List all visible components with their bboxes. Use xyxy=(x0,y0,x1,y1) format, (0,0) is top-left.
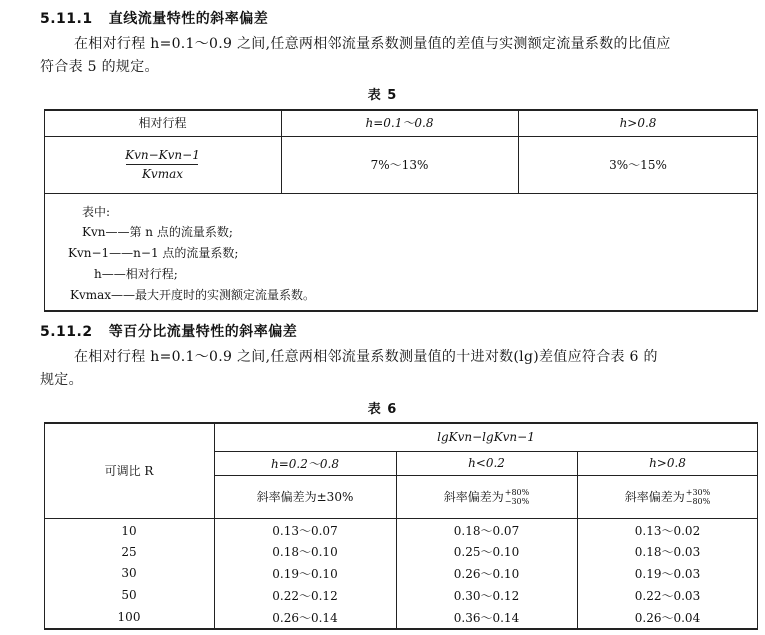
slope-tolerance-cell: 斜率偏差为±30% xyxy=(256,490,354,504)
table-row-cell: 0.22～0.03 xyxy=(634,588,701,603)
table-5-header-cell: 相对行程 xyxy=(138,116,187,130)
table-row-cell: 0.25～0.10 xyxy=(453,545,520,559)
table-row-r: 10 xyxy=(121,523,137,538)
table-5-note: h——相对行程; xyxy=(94,267,178,281)
table-row-cell: 0.36～0.14 xyxy=(453,610,520,625)
section-number: 5.11.1 xyxy=(40,11,93,27)
slope-label: 斜率偏差为 xyxy=(443,490,504,504)
table-6 xyxy=(44,422,758,630)
section-heading-5-11-2 xyxy=(40,321,297,341)
table-5-note: Kvn−1——n−1 点的流量系数; xyxy=(68,246,239,260)
table-5-header-cell: h=0.1～0.8 xyxy=(365,116,434,130)
table-row-cell: 0.30～0.12 xyxy=(453,588,520,603)
slope-tolerance-cell xyxy=(577,475,758,518)
table-row-r: 50 xyxy=(121,588,137,602)
table-6-col-header: h<0.2 xyxy=(468,456,505,470)
table-5-header-cell: h>0.8 xyxy=(619,115,657,130)
formula-denominator: Kvmax xyxy=(141,167,184,181)
table-row-cell: 0.18～0.03 xyxy=(634,545,701,559)
table-5 xyxy=(44,109,758,312)
table-5-value-cell: 7%～13% xyxy=(370,158,429,172)
section-title: 直线流量特性的斜率偏差 xyxy=(108,11,269,27)
table-row-cell: 0.13～0.07 xyxy=(272,524,338,538)
table-6-row-header: 可调比 R xyxy=(104,463,154,478)
table-6-caption: 表 6 xyxy=(367,402,398,417)
table-row-r: 25 xyxy=(121,544,137,559)
paragraph-line: 符合表 5 的规定。 xyxy=(40,59,159,75)
slope-formula xyxy=(44,136,281,193)
formula-numerator: Kvn−Kvn−1 xyxy=(125,148,200,162)
table-row-r: 100 xyxy=(117,610,141,624)
table-6-col-header: h>0.8 xyxy=(649,456,686,470)
tolerance-lower: −30% xyxy=(504,496,530,506)
paragraph-line: 在相对行程 h=0.1～0.9 之间,任意两相邻流量系数测量值的差值与实测额定流量系数的比值应 xyxy=(74,36,671,52)
section-number: 5.11.2 xyxy=(40,324,93,340)
table-row-cell: 0.13～0.02 xyxy=(634,524,701,538)
paragraph-line: 在相对行程 h=0.1～0.9 之间,任意两相邻流量系数测量值的十进对数(lg)差值应符合表 6 的 xyxy=(74,349,658,365)
tolerance-upper: +30% xyxy=(685,487,711,497)
table-5-caption: 表 5 xyxy=(367,88,398,103)
table-row-cell: 0.19～0.03 xyxy=(634,566,701,581)
table-row-r: 30 xyxy=(121,566,137,580)
table-5-note: 表中: xyxy=(82,205,111,219)
slope-tolerance-cell xyxy=(396,475,577,518)
tolerance-upper: +80% xyxy=(504,487,530,497)
section-title: 等百分比流量特性的斜率偏差 xyxy=(108,324,298,340)
section-heading-5-11-1 xyxy=(40,8,268,28)
table-row-cell: 0.18～0.10 xyxy=(272,545,338,559)
table-5-value-cell: 3%～15% xyxy=(609,158,667,172)
table-row-cell: 0.18～0.07 xyxy=(453,524,520,538)
slope-label: 斜率偏差为 xyxy=(624,490,685,504)
table-row-cell: 0.26～0.14 xyxy=(272,610,338,625)
table-6-group-header: lgKvn−lgKvn−1 xyxy=(437,429,535,444)
paragraph-line: 规定。 xyxy=(40,372,83,388)
tolerance-lower: −80% xyxy=(685,496,711,506)
table-row-cell: 0.19～0.10 xyxy=(272,566,338,581)
table-6-col-header: h=0.2～0.8 xyxy=(271,456,339,471)
table-row-cell: 0.26～0.04 xyxy=(634,610,701,625)
table-row-cell: 0.26～0.10 xyxy=(453,566,520,581)
table-5-note: Kvn——第 n 点的流量系数; xyxy=(82,225,233,239)
table-row-cell: 0.22～0.12 xyxy=(272,588,338,603)
table-5-note: Kvmax——最大开度时的实测额定流量系数。 xyxy=(70,288,316,302)
